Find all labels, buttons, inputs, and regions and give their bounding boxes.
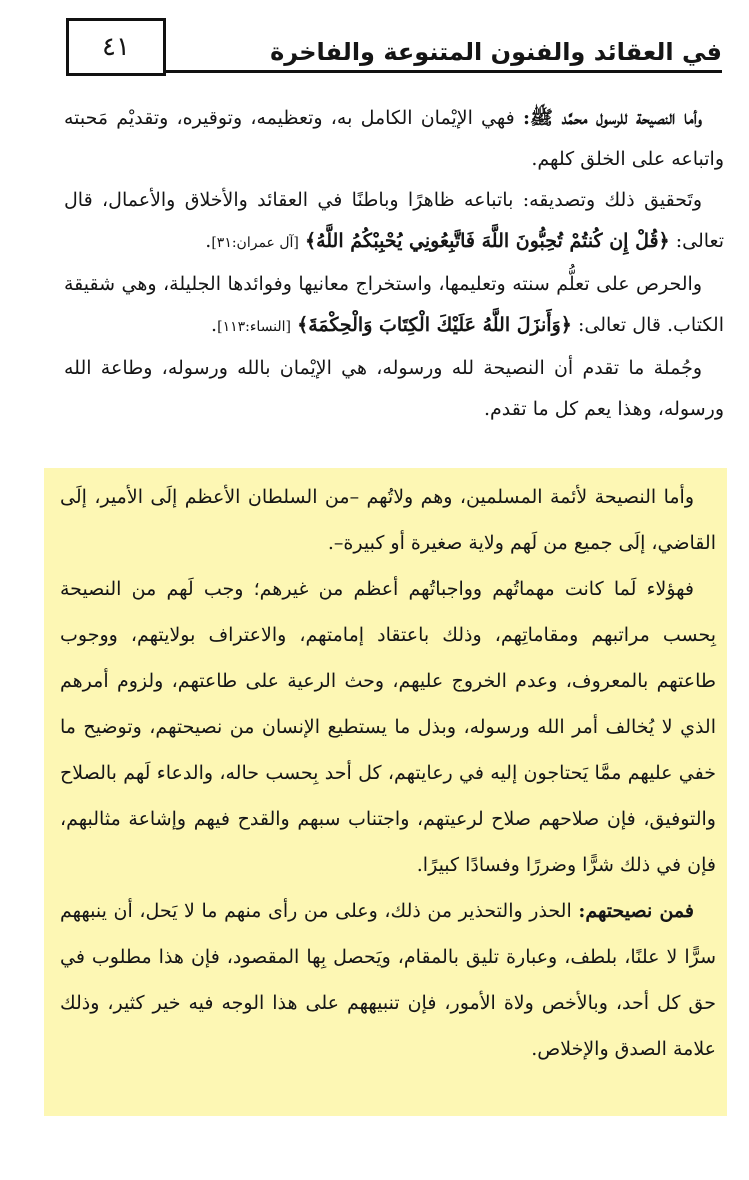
- period: .: [205, 230, 212, 252]
- paragraph: [64, 98, 724, 180]
- quran-verse: ﴿قُلْ إِن كُنتُمْ تُحِبُّونَ اللَّهَ فَاتَّبِعُونِي يُحْبِبْكُمُ اللَّهُ﴾: [304, 230, 670, 252]
- paragraph-lead: فمن نصيحتهم:: [578, 900, 694, 922]
- verse-reference: [آل عمران:٣١]: [211, 235, 299, 251]
- verse-reference: [النساء:١١٣]: [217, 319, 292, 335]
- paragraph-text: والحرص على تعلُّم سنته وتعليمها، واستخراج معانيها وفوائدها الجليلة، وهي شقيقة الكتاب. قال تعالى:: [64, 273, 724, 336]
- page-header: [60, 18, 722, 82]
- paragraph-text: فهي الإيْمان الكامل به، وتعظيمه، وتوقيره، وتقديْم مَحبته واتباعه على الخلق كلهم.: [64, 107, 724, 170]
- paragraph-text: وتَحقيق ذلك وتصديقه: باتباعه ظاهرًا وباطنًا في العقائد والأخلاق والأعمال، قال تعالى:: [64, 189, 724, 252]
- running-title: في العقائد والفنون المتنوعة والفاخرة: [270, 38, 722, 66]
- paragraph: وجُملة ما تقدم أن النصيحة لله ورسوله، هي الإيْمان بالله ورسوله، وطاعة الله ورسوله، وهذا يعم كل ما تقدم.: [64, 357, 724, 420]
- paragraph: [60, 888, 716, 1072]
- header-rule: [166, 70, 722, 73]
- paragraph-text: الحذر والتحذير من ذلك، وعلى من رأى منهم ما لا يَحل، أن ينبههم سرًّا لا علنًا، بلطف، وعبارة تليق بالمقام، ويَحصل بِها المقصود، فإن هذا مطلوب في حق كل أحد، وبالأخص ولاة الأمور، فإن تنبيههم على هذا الوجه فيه خير كثير، وذلك علامة الصدق والإخلاص.: [60, 900, 716, 1060]
- paragraph: وأما النصيحة لأئمة المسلمين، وهم ولاتُهم –من السلطان الأعظم إلَى الأمير، إلَى القاضي، إلَى جميع من لَهم ولاية صغيرة أو كبيرة–.: [60, 486, 716, 554]
- paragraph-lead: وأما النصيحة للرسول محمَّد ﷺ:: [522, 107, 703, 129]
- highlighted-text: [60, 474, 716, 1072]
- quran-verse: ﴿وَأَنزَلَ اللَّهُ عَلَيْكَ الْكِتَابَ وَالْحِكْمَةَ﴾: [297, 314, 572, 336]
- paragraph: [64, 180, 724, 264]
- main-text: [64, 98, 724, 430]
- paragraph: [64, 264, 724, 348]
- paragraph: فهؤلاء لَما كانت مهماتُهم وواجباتُهم أعظم من غيرهم؛ وجب لَهم من النصيحة بِحسب مراتبهم ومقاماتِهم، وذلك باعتقاد إمامتهم، والاعتراف بولايتهم، ووجوب طاعتهم بالمعروف، وعدم الخروج عليهم، وحث الرعية على طاعتهم، ولزوم أمرهم الذي لا يُخالف أمر الله ورسوله، وبذل ما يستطيع الإنسان من نصيحتهم، وتوضيح ما خفي عليهم ممَّا يَحتاجون إليه في رعايتهم، كل أحد بِحسب حاله، والدعاء لَهم بالصلاح والتوفيق، فإن صلاحهم صلاح لرعيتهم، واجتناب سبهم والقدح فيهم وإشاعة مثالبهم، فإن في ذلك شرًّا وضررًا وفسادًا كبيرًا.: [60, 578, 716, 876]
- page-number: ٤١: [66, 18, 166, 76]
- period: .: [211, 314, 218, 336]
